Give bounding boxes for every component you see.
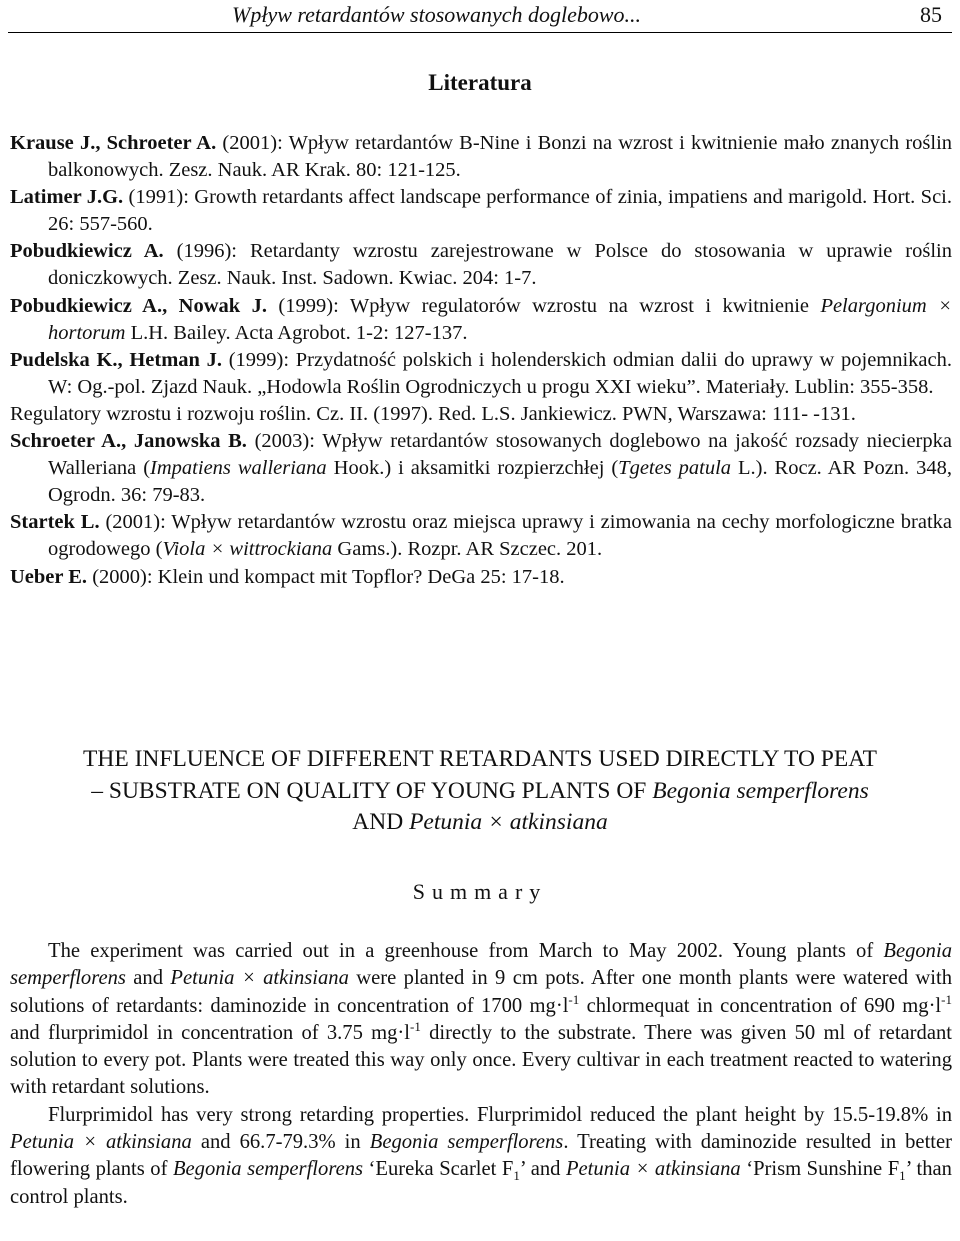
reference-text: (1996): Retardanty wzrostu zarejestrowane w Polsce do stosowania w uprawie roślin doniczkowych. Zesz. Nauk. Inst. Sadown. Kwiac. 204: 1-7. [48, 240, 953, 290]
english-title-species: Begonia semperflorens [652, 777, 869, 804]
unit-exponent: -1 [410, 1019, 421, 1035]
summary-text: ‘Prism Sunshine F [740, 1158, 900, 1181]
summary-text: . Treating with daminozide resulted in better flowering plants of [10, 1131, 953, 1181]
summary-paragraph [10, 1102, 952, 1211]
page-number: 85 [920, 2, 942, 27]
reference-authors: Pobudkiewicz A. [10, 240, 164, 263]
reference-text: L.H. Bailey. Acta Agrobot. 1-2: 127-137. [125, 321, 468, 344]
summary-text: ‘Eureka Scarlet F [363, 1158, 514, 1181]
generation-subscript: 1 [513, 1168, 520, 1184]
reference-item [10, 347, 952, 401]
reference-authors: Krause J., Schroeter A. [10, 132, 217, 154]
reference-species-name: Viola × wittrockiana [162, 538, 333, 561]
summary-text: and 66.7-79.3% in [191, 1131, 370, 1154]
summary-text: and flurprimidol in concentration of 3.75 mg·l [10, 1021, 411, 1044]
summary-text: ’ and [519, 1158, 566, 1181]
reference-text: Regulatory wzrostu i rozwoju roślin. Cz. II. (1997). Red. L.S. Jankiewicz. PWN, Warszawa: 111- -131. [10, 402, 856, 425]
species-name: Begonia semperflorens [369, 1131, 564, 1154]
reference-item [10, 401, 952, 428]
reference-authors: Pobudkiewicz A., Nowak J. [10, 294, 267, 317]
reference-text: (1999): Przydatność polskich i holenderskich odmian dalii do uprawy w pojemnikach. W: Og.-pol. Zjazd Nauk. „Hodowla Roślin Ogrodniczych u progu XXI wieku”. Materiały. Lublin: 355-358. [48, 348, 953, 398]
reference-text: (1991): Growth retardants affect landscape performance of zinia, impatiens and marigold. Hort. Sci. 26: 557-560. [48, 186, 952, 236]
summary-text: The experiment was carried out in a greenhouse from March to May 2002. Young plants of [48, 940, 884, 962]
english-title-text: AND [352, 809, 410, 835]
english-title-line: THE INFLUENCE OF DIFFERENT RETARDANTS USED DIRECTLY TO PEAT [83, 746, 877, 772]
unit-exponent: -1 [568, 991, 580, 1007]
reference-item [10, 564, 952, 591]
reference-text: L.). Rocz. AR Pozn. 348, Ogrodn. 36: 79-83. [48, 457, 952, 507]
summary-paragraph [10, 938, 952, 1102]
reference-item [10, 184, 952, 238]
english-title-line [10, 776, 950, 808]
summary-text: were planted in 9 cm pots. After one month plants were watered with solutions of retardants: daminozide in concentration of 1700 mg·l [10, 967, 952, 1017]
reference-text: (2001): Wpływ retardantów B-Nine i Bonzi na wzrost i kwitnienie mało znanych roślin balkonowych. Zesz. Nauk. AR Krak. 80: 121-125. [48, 132, 953, 182]
reference-item [10, 238, 952, 292]
summary-text: Flurprimidol has very strong retarding properties. Flurprimidol reduced the plant height by 15.5-19.8% in [48, 1103, 952, 1126]
reference-text: (2000): Klein und kompact mit Topflor? DeGa 25: 17-18. [87, 565, 565, 588]
summary-heading: Summary [412, 879, 548, 904]
unit-exponent: -1 [941, 991, 952, 1007]
species-name: Petunia × atkinsiana [170, 967, 349, 990]
reference-text: Gams.). Rozpr. AR Szczec. 201. [332, 538, 603, 561]
reference-item [10, 130, 952, 184]
reference-species-name: Pelargonium × hortorum [48, 294, 952, 344]
english-title-text: – SUBSTRATE ON QUALITY OF YOUNG PLANTS OF [91, 777, 653, 804]
species-name: Petunia × atkinsiana [565, 1158, 741, 1181]
summary-text: ’ than control plants. [10, 1158, 952, 1208]
reference-authors: Pudelska K., Hetman J. [10, 348, 222, 371]
running-header [8, 2, 952, 33]
reference-item [10, 428, 952, 509]
species-name: Begonia semperflorens [172, 1158, 364, 1181]
species-name: Petunia × atkinsiana [10, 1131, 192, 1154]
english-title-line [10, 807, 950, 839]
summary-text: and [125, 967, 171, 990]
reference-text: (2003): Wpływ retardantów stosowanych doglebowo na jakość rozsady niecierpka Walleriana ( [48, 430, 952, 480]
reference-authors: Schroeter A., Janowska B. [10, 430, 247, 453]
reference-authors: Ueber E. [10, 565, 88, 588]
references-heading: Literatura [428, 70, 532, 95]
english-title-species: Petunia × atkinsiana [409, 809, 608, 835]
reference-text: (1999): Wpływ regulatorów wzrostu na wzrost i kwitnienie [267, 294, 821, 317]
reference-species-name: Tgetes patula [618, 457, 732, 480]
species-name: Begonia semperflorens [10, 940, 952, 990]
summary-text: chlormequat in concentration of 690 mg·l [579, 994, 942, 1017]
reference-text: Hook.) i aksamitki rozpierzchłej ( [326, 457, 619, 480]
reference-species-name: Impatiens walleriana [150, 457, 327, 480]
english-title [10, 744, 950, 839]
generation-subscript: 1 [899, 1168, 906, 1184]
summary-body [10, 938, 952, 1211]
summary-text: directly to the substrate. There was given 50 ml of retardant solution to every pot. Plants were treated this way only once. Every cultivar in each treatment reacted to watering with retardant solutions. [10, 1021, 952, 1099]
reference-item [10, 509, 952, 563]
reference-text: (2001): Wpływ retardantów wzrostu oraz miejsca uprawy i zimowania na cechy morfologiczne bratka ogrodowego ( [48, 511, 952, 561]
reference-item [10, 293, 952, 347]
reference-list [10, 130, 952, 591]
reference-authors: Latimer J.G. [10, 186, 124, 209]
reference-authors: Startek L. [10, 511, 100, 534]
running-title: Wpływ retardantów stosowanych doglebowo... [232, 2, 642, 27]
